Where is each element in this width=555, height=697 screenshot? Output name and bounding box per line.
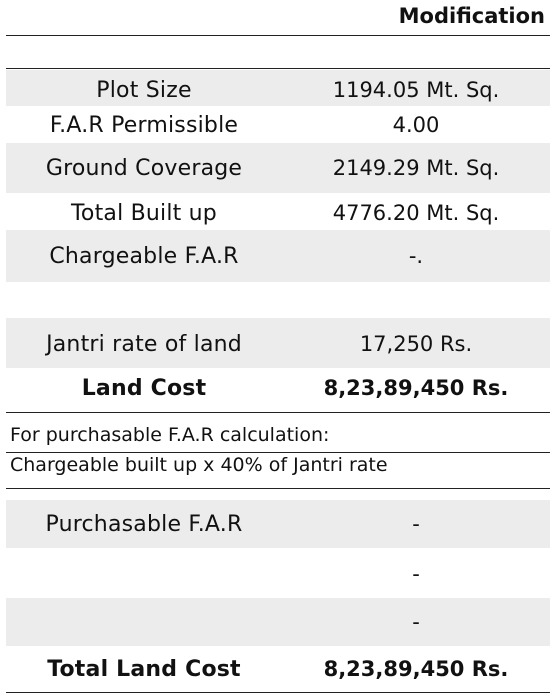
row-label: Land Cost	[81, 375, 207, 401]
row-value: 17,250 Rs.	[359, 332, 473, 356]
table-top-divider	[6, 68, 550, 69]
row-value: 8,23,89,450 Rs.	[323, 657, 509, 681]
table-row-land-cost	[6, 368, 550, 408]
row-value: 4776.20 Mt. Sq.	[332, 201, 500, 225]
row-value: 8,23,89,450 Rs.	[323, 376, 509, 400]
row-value: -	[412, 512, 420, 536]
row-label: Chargeable F.A.R	[49, 243, 239, 269]
row-label: Purchasable F.A.R	[45, 511, 243, 537]
table-row-blank	[6, 554, 550, 594]
row-label: Ground Coverage	[45, 155, 243, 181]
table-row-plot-size	[6, 74, 550, 106]
table-row-total-built-up	[6, 194, 550, 232]
note-bottom-divider	[6, 488, 550, 489]
table-bottom-divider	[6, 692, 550, 693]
note-line-2: Chargeable built up x 40% of Jantri rate	[10, 454, 388, 476]
table-row-far-permissible	[6, 108, 550, 142]
row-label: F.A.R Permissible	[49, 112, 239, 138]
row-label: Jantri rate of land	[46, 331, 242, 357]
table-row-chargeable-far	[6, 236, 550, 276]
note-line-1: For purchasable F.A.R calculation:	[10, 424, 330, 446]
section-divider	[6, 412, 550, 413]
table-row-purchasable-far	[6, 504, 550, 544]
table-row-jantri-rate	[6, 324, 550, 364]
row-value: -	[412, 562, 420, 586]
row-value: 2149.29 Mt. Sq.	[332, 156, 500, 180]
row-label: Total Land Cost	[47, 656, 241, 682]
row-value: 4.00	[392, 113, 440, 137]
row-value: -.	[408, 244, 424, 268]
row-label: Total Built up	[71, 200, 217, 226]
table-row-ground-coverage	[6, 148, 550, 188]
column-header-modification: Modification	[398, 4, 545, 28]
header-divider	[6, 35, 550, 36]
row-value: -	[412, 610, 420, 634]
table-row-total-land-cost	[6, 648, 550, 690]
note-divider	[6, 452, 550, 453]
row-value: 1194.05 Mt. Sq.	[332, 78, 500, 102]
table-row-blank	[6, 602, 550, 642]
row-label: Plot Size	[96, 77, 192, 103]
